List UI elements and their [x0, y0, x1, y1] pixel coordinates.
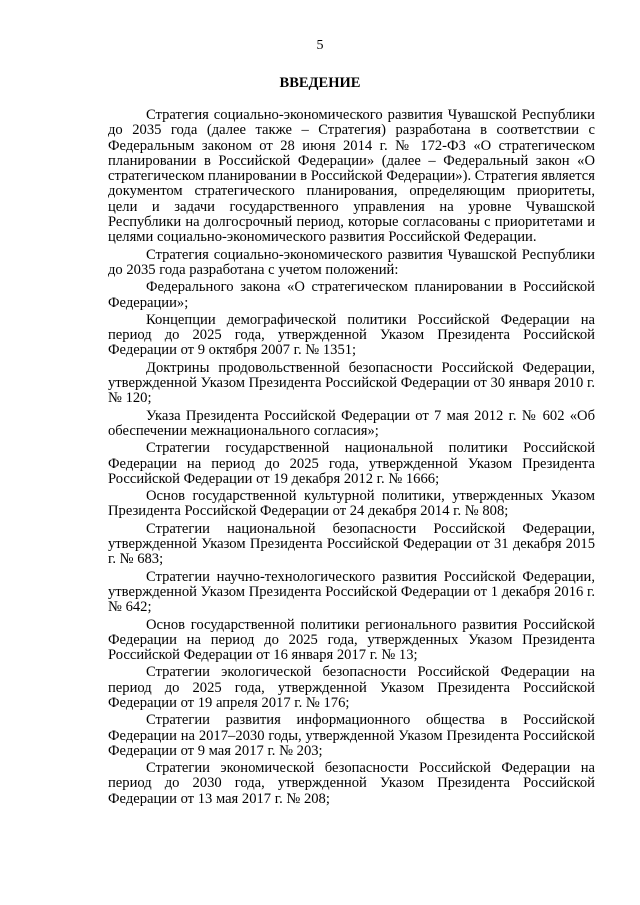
list-item: Концепции демографической политики Российской Федерации на период до 2025 года, утвержденной Указом Президента Российской Федерации от 9 октября 2007 г. № 1351; [108, 311, 595, 359]
section-title: ВВЕДЕНИЕ [279, 75, 361, 91]
list-item: Основ государственной культурной политики, утвержденных Указом Президента Российской Федерации от 24 декабря 2014 г. № 808; [108, 488, 595, 520]
list-item: Федерального закона «О стратегическом планировании в Российской Федерации»; [108, 279, 595, 311]
body-text [108, 108, 595, 809]
page-number: 5 [316, 38, 324, 53]
list-item: Стратегии экономической безопасности Российской Федерации на период до 2030 года, утвержденной Указом Президента Российской Федерации от 13 мая 2017 г. № 208; [108, 760, 595, 807]
list-item: Доктрины продовольственной безопасности Российской Федерации, утвержденной Указом Президента Российской Федерации от 30 января 2010 г. № 120; [108, 359, 595, 407]
list-item: Указа Президента Российской Федерации от 7 мая 2012 г. № 602 «Об обеспечении межнационального согласия»; [108, 407, 595, 439]
paragraph-intro: Стратегия социально-экономического развития Чувашской Республики до 2035 года (далее также – Стратегия) разработана в соответствии с Федеральным законом от 28 июня 2014 г. № 172-ФЗ «О стратегическом планировании в Российской Федерации» (далее – Федеральный закон «О стратегическом планировании в Российской Федерации»). Стратегия является документом стратегического планирования, определяющим приоритеты, цели и задачи государственного управления на уровне Чувашской Республики на долгосрочный период, которые согласованы с приоритетами и целями социально-экономического развития Российской Федерации. [108, 107, 595, 246]
list-item: Стратегии научно-технологического развития Российской Федерации, утвержденной Указом Президента Российской Федерации от 1 декабря 2016 г. № 642; [108, 568, 595, 616]
list-item: Стратегии экологической безопасности Российской Федерации на период до 2025 года, утвержденной Указом Президента Российской Федерации от 19 апреля 2017 г. № 176; [108, 664, 595, 711]
list-item: Стратегии государственной национальной политики Российской Федерации на период до 2025 года, утвержденной Указом Президента Российской Федерации от 19 декабря 2012 г. № 1666; [108, 440, 595, 487]
list-item: Стратегии развития информационного общества в Российской Федерации на 2017–2030 годы, утвержденной Указом Президента Российской Федерации от 9 мая 2017 г. № 203; [108, 712, 595, 759]
paragraph-basis: Стратегия социально-экономического развития Чувашской Республики до 2035 года разработана с учетом положений: [108, 246, 595, 278]
list-item: Стратегии национальной безопасности Российской Федерации, утвержденной Указом Президента Российской Федерации от 31 декабря 2015 г. № 683; [108, 520, 595, 568]
list-item: Основ государственной политики регионального развития Российской Федерации на период до 2025 года, утвержденных Указом Президента Российской Федерации от 16 января 2017 г. № 13; [108, 616, 595, 664]
